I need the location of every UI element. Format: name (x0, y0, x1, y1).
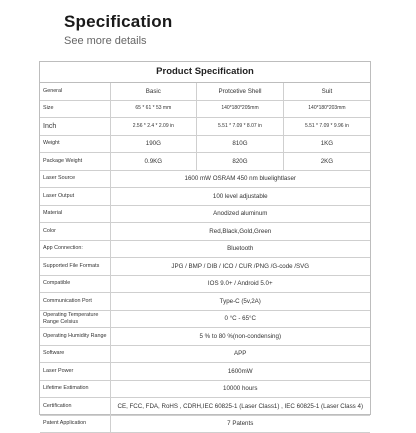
column-header-basic: Basic (110, 83, 197, 100)
row-label: Communication Port (40, 293, 110, 311)
row-label: Package Weight (40, 153, 110, 171)
table-row (40, 205, 370, 223)
table-cell: Anodized aluminum (110, 205, 370, 223)
table-row (40, 293, 370, 311)
row-label: Size (40, 100, 110, 118)
table-row (40, 380, 370, 398)
table-cell: 1600 mW OSRAM 450 nm bluelightlaser (110, 170, 370, 188)
table-cell: Bluetooth (110, 240, 370, 258)
row-label: Color (40, 223, 110, 241)
row-label: Laser Source (40, 170, 110, 188)
table-cell: 2.56 * 2.4 * 2.09 in (110, 118, 197, 136)
table-cell: 0 °C - 65°C (110, 310, 370, 328)
row-label: Laser Power (40, 363, 110, 381)
table-cell: 10000 hours (110, 380, 370, 398)
table-row (40, 310, 370, 328)
table-row (40, 118, 370, 136)
table-row (40, 240, 370, 258)
row-label: Inch (40, 118, 110, 136)
table-row (40, 398, 370, 416)
table-cell: 810G (197, 135, 284, 153)
row-label: Lifetime Estimation (40, 380, 110, 398)
table-row (40, 258, 370, 276)
table-cell: 5 % to 80 %(non-condensing) (110, 328, 370, 346)
page-subtitle: See more details (64, 35, 147, 47)
table-cell: CE, FCC, FDA, RoHS , CDRH,IEC 60825-1 (Laser Class1) , IEC 60825-1 (Laser Class 4) (110, 398, 370, 416)
row-label: Software (40, 345, 110, 363)
page-title: Specification (64, 12, 173, 31)
row-label: Operating Humidity Range (40, 328, 110, 346)
table-cell: Type-C (5v,2A) (110, 293, 370, 311)
spec-table-panel (39, 61, 371, 428)
table-row (40, 223, 370, 241)
table-cell: 190G (110, 135, 197, 153)
row-label: General (40, 83, 110, 100)
table-cell: 140*180*203mm (283, 100, 370, 118)
spec-table-title: Product Specification (40, 62, 370, 83)
table-cell: 5.51 * 7.09 * 8.07 in (197, 118, 284, 136)
table-cell: 100 level adjustable (110, 188, 370, 206)
table-cell: 5.51 * 7.09 * 9.96 in (283, 118, 370, 136)
table-cell: 820G (197, 153, 284, 171)
table-row (40, 328, 370, 346)
row-label: App Connection: (40, 240, 110, 258)
table-cell: APP (110, 345, 370, 363)
table-row (40, 100, 370, 118)
row-label: Weight (40, 135, 110, 153)
table-row (40, 153, 370, 171)
row-label: Compatible (40, 275, 110, 293)
table-row (40, 275, 370, 293)
table-cell: Red,Black,Gold,Green (110, 223, 370, 241)
row-label: Material (40, 205, 110, 223)
table-cell: 1KG (283, 135, 370, 153)
table-cell: 7 Patents (110, 415, 370, 433)
table-cell: 140*180*205mm (197, 100, 284, 118)
table-row (40, 188, 370, 206)
row-label: Patent Application (40, 415, 110, 433)
table-cell: 0.9KG (110, 153, 197, 171)
row-label: Certification (40, 398, 110, 416)
table-cell: IOS 9.0+ / Android 5.0+ (110, 275, 370, 293)
spec-table (40, 83, 370, 433)
table-cell: 65 * 61 * 53 mm (110, 100, 197, 118)
row-label: Supported File Formats (40, 258, 110, 276)
column-header-protective-shell: Protcetive Shell (197, 83, 284, 100)
table-cell: 1600mW (110, 363, 370, 381)
table-row (40, 135, 370, 153)
row-label: Operating Temperature Range Celsius (40, 310, 110, 328)
table-row (40, 363, 370, 381)
table-row (40, 415, 370, 433)
table-row (40, 345, 370, 363)
page-header (64, 12, 172, 48)
column-header-suit: Suit (283, 83, 370, 100)
row-label: Laser Output (40, 188, 110, 206)
table-cell: JPG / BMP / DIB / ICO / CUR /PNG /G-code /SVG (110, 258, 370, 276)
table-row (40, 170, 370, 188)
table-cell: 2KG (283, 153, 370, 171)
table-header-row (40, 83, 370, 100)
